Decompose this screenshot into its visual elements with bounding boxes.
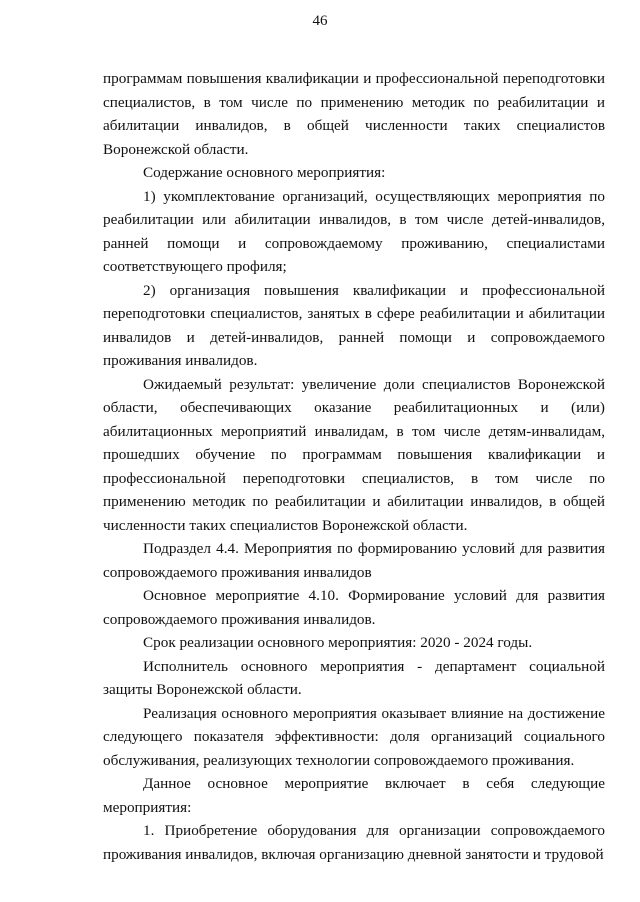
paragraph-indicator-influence: Реализация основного мероприятия оказывает влияние на достижение следующего показателя эффективности: доля организаций социального обслуживания, реализующих технологии сопровождаемого проживания. — [103, 704, 605, 769]
paragraph-item-2: 2) организация повышения квалификации и профессиональной переподготовки специалистов, занятых в сфере реабилитации и абилитации инвалидов и детей-инвалидов, ранней помощи и сопровождаемого проживания инвалидов. — [103, 281, 605, 369]
paragraph-executor: Исполнитель основного мероприятия - департамент социальной защиты Воронежской области. — [103, 657, 605, 698]
paragraph-main-activity: Основное мероприятие 4.10. Формирование условий для развития сопровождаемого проживания инвалидов. — [103, 587, 605, 628]
paragraph-subsection-heading: Подраздел 4.4. Мероприятия по формированию условий для развития сопровождаемого проживания инвалидов — [103, 540, 605, 581]
page-number: 46 — [312, 13, 328, 29]
paragraph-implementation-period: Срок реализации основного мероприятия: 2020 - 2024 годы. — [143, 634, 533, 651]
paragraph-item-1: 1) укомплектование организаций, осуществляющих мероприятия по реабилитации или абилитации инвалидов, в том числе детей-инвалидов, ранней помощи и сопровождаемому проживанию, специалистами соответствующего профиля; — [103, 187, 605, 275]
paragraph-continuation: программам повышения квалификации и профессиональной переподготовки специалистов, в том числе по применению методик по реабилитации и абилитации инвалидов, в общей численности таких специалистов Воронежской области. — [103, 70, 605, 158]
paragraph-includes: Данное основное мероприятие включает в себя следующие мероприятия: — [103, 775, 605, 816]
paragraph-expected-result: Ожидаемый результат: увеличение доли специалистов Воронежской области, обеспечивающих оказание реабилитационных и (или) абилитационных мероприятий инвалидам, в том числе детям-инвалидам, прошедших обучение по программам повышения квалификации и профессиональной переподготовки специалистов, в том числе по применению методик по реабилитации и абилитации инвалидов, в общей численности таких специалистов Воронежской области. — [103, 375, 605, 534]
page-body — [103, 67, 605, 866]
paragraph-activity-1: 1. Приобретение оборудования для организации сопровождаемого проживания инвалидов, включая организацию дневной занятости и трудовой — [103, 822, 605, 863]
paragraph-content-heading: Содержание основного мероприятия: — [143, 164, 386, 181]
